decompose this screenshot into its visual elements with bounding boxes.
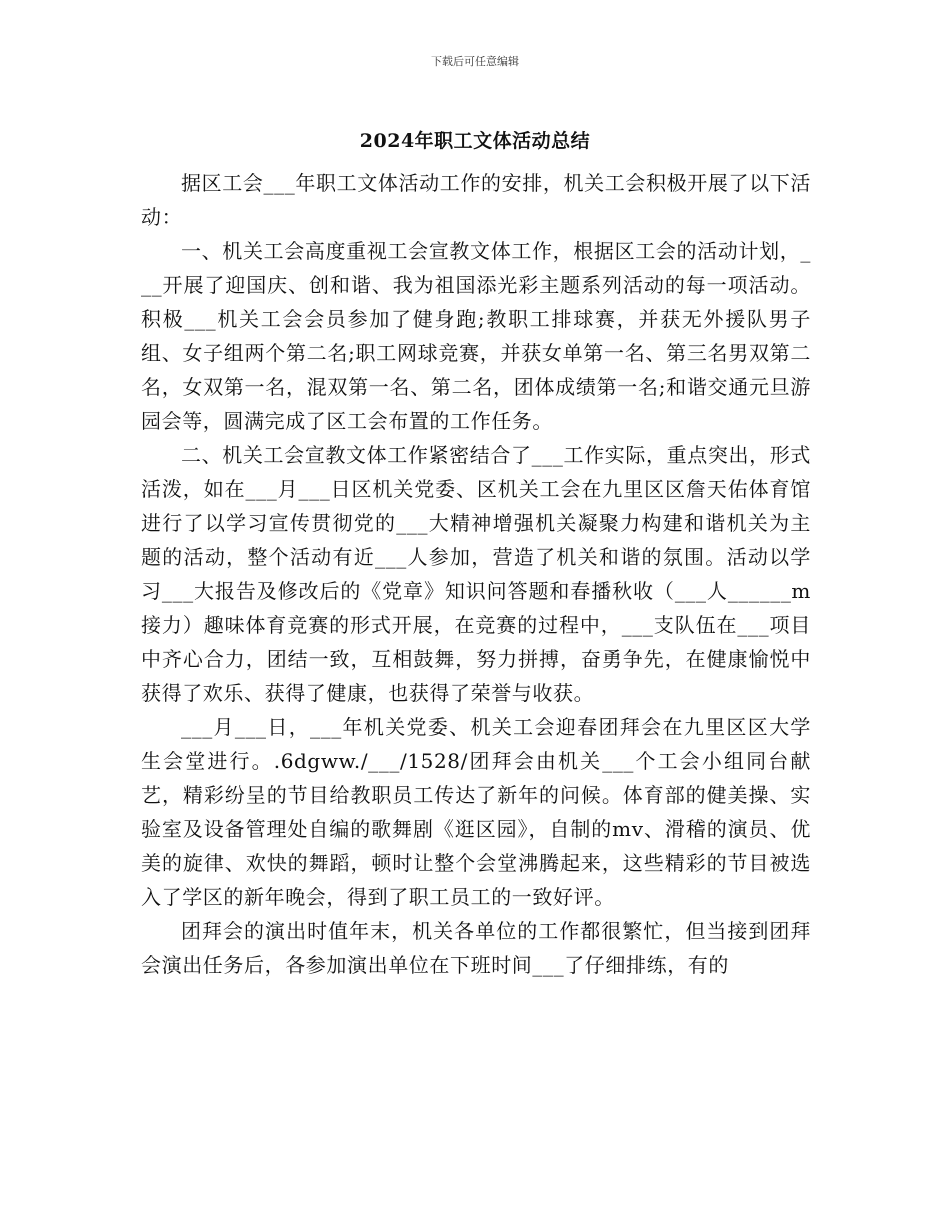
document-body [141, 166, 811, 982]
page-header-note: 下载后可任意编辑 [431, 55, 519, 68]
paragraph-intro: 据区工会___年职工文体活动工作的安排，机关工会积极开展了以下活动： [141, 171, 811, 229]
paragraph-section-one: 一、机关工会高度重视工会宣教文体工作，根据区工会的活动计划，___开展了迎国庆、创和谐、我为祖国添光彩主题系列活动的每一项活动。积极___机关工会会员参加了健身跑;教职工排球赛，并获无外援队男子组、女子组两个第二名;职工网球竞赛，并获女单第一名、第三名男双第二名，女双第一名，混双第一名、第二名，团体成绩第一名;和谐交通元旦游园会等，圆满完成了区工会布置的工作任务。 [141, 239, 811, 433]
paragraph-section-two: 二、机关工会宣教文体工作紧密结合了___工作实际，重点突出，形式活泼，如在___月___日区机关党委、区机关工会在九里区区詹天佑体育馆进行了以学习宣传贯彻党的___大精神增强机关凝聚力构建和谐机关为主题的活动，整个活动有近___人参加，营造了机关和谐的氛围。活动以学习___大报告及修改后的《党章》知识问答题和春播秋收（___人______m接力）趣味体育竞赛的形式开展，在竞赛的过程中，___支队伍在___项目中齐心合力，团结一致，互相鼓舞，努力拼搏，奋勇争先，在健康愉悦中获得了欢乐、获得了健康，也获得了荣誉与收获。 [141, 443, 811, 705]
paragraph-rehearsal: 团拜会的演出时值年末，机关各单位的工作都很繁忙，但当接到团拜会演出任务后，各参加演出单位在下班时间___了仔细排练，有的 [141, 919, 811, 977]
paragraph-new-year-gathering: ___月___日，___年机关党委、机关工会迎春团拜会在九里区区大学生会堂进行。.6dgww./___/1528/团拜会由机关___个工会小组同台献艺，精彩纷呈的节目给教职员工传达了新年的问候。体育部的健美操、实验室及设备管理处自编的歌舞剧《逛区园》，自制的mv、滑稽的演员、优美的旋律、欢快的舞蹈，顿时让整个会堂沸腾起来，这些精彩的节目被选入了学区的新年晚会，得到了职工员工的一致好评。 [141, 715, 811, 909]
document-title: 2024年职工文体活动总结 [359, 130, 591, 152]
